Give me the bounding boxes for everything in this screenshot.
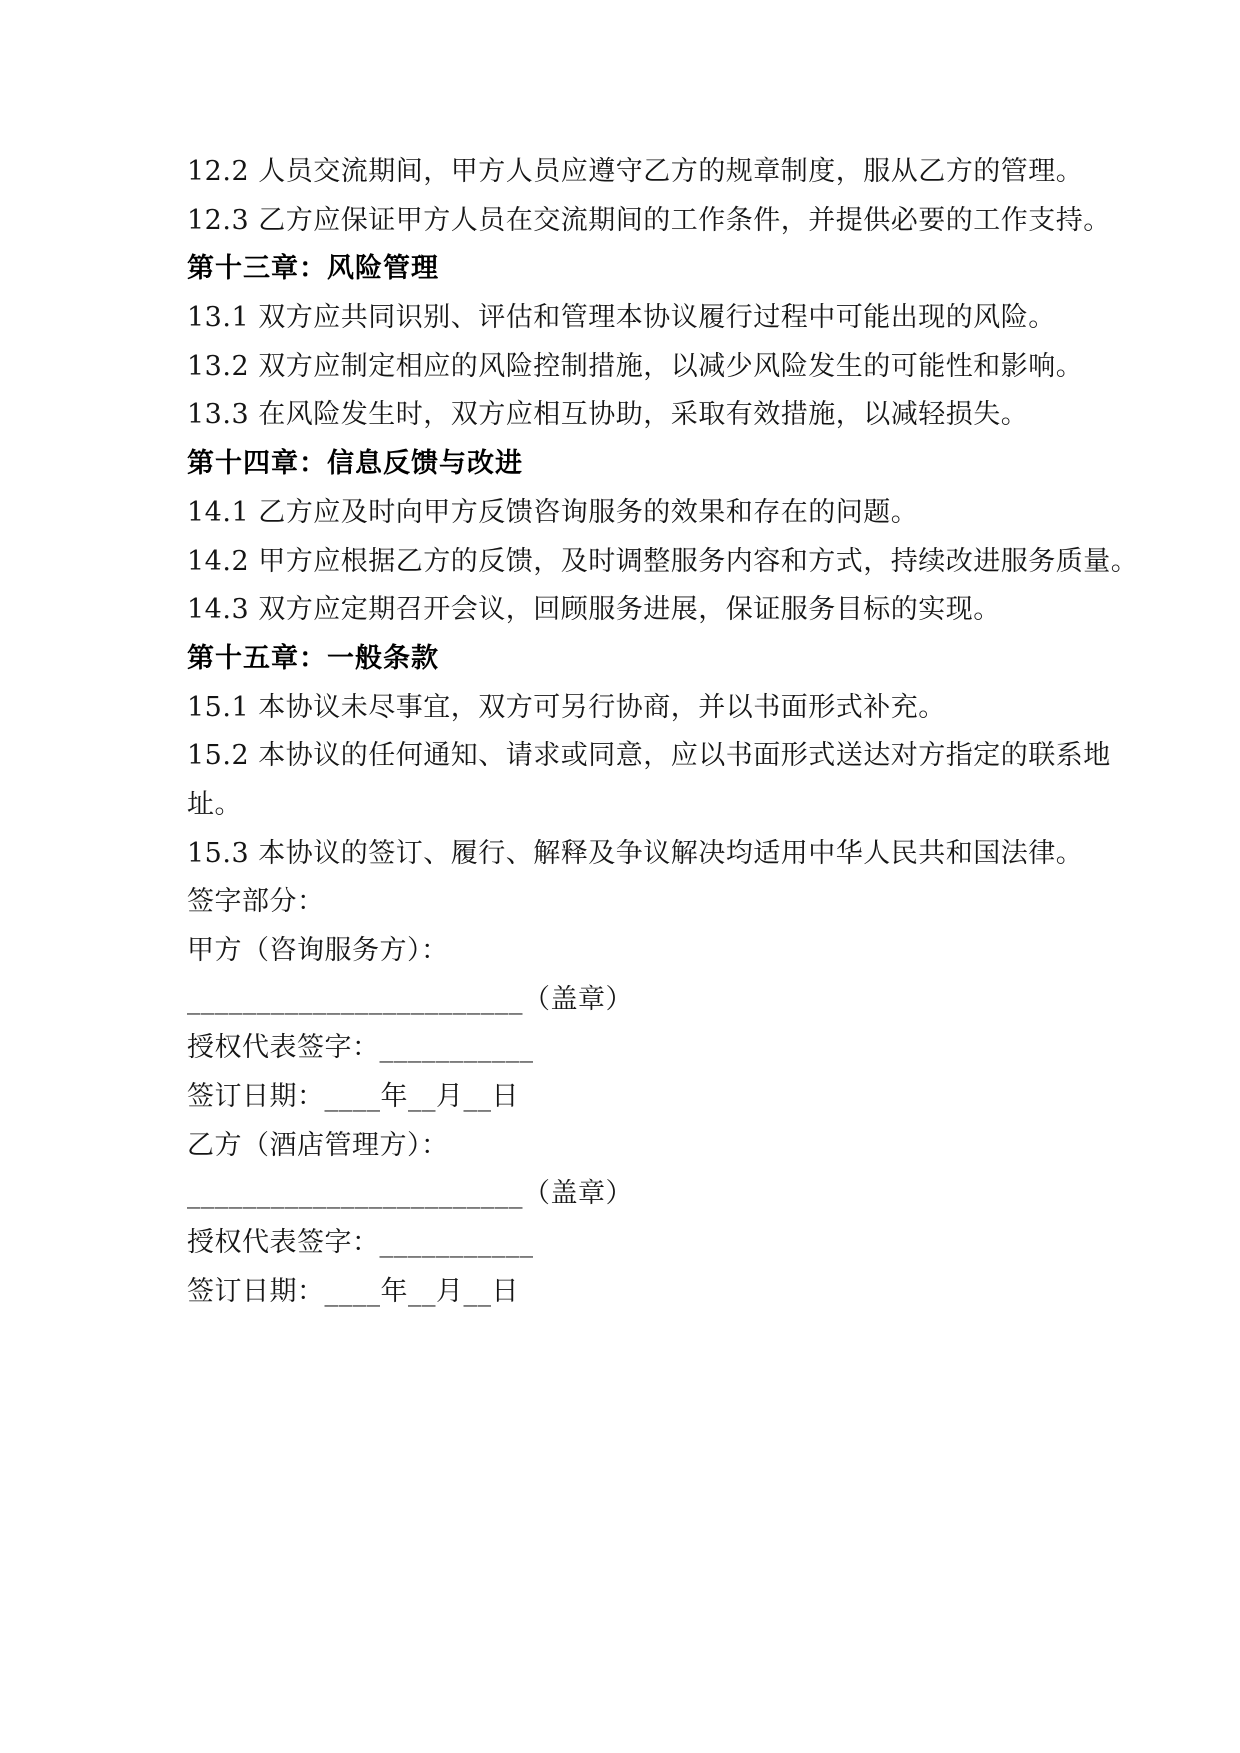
party-b-date-line: 签订日期：____年__月__日	[187, 1275, 519, 1307]
signature-section-label: 签字部分：	[187, 886, 325, 918]
clause-12-2: 12.2 人员交流期间，甲方人员应遵守乙方的规章制度，服从乙方的管理。	[187, 156, 1084, 187]
party-a-date-line: 签订日期：____年__月__日	[187, 1081, 519, 1113]
clause-14-3: 14.3 双方应定期召开会议，回顾服务进展，保证服务目标的实现。	[187, 594, 1001, 626]
contract-body	[187, 148, 1150, 1317]
clause-15-2-line2: 址。	[187, 788, 242, 820]
party-b-label: 乙方（酒店管理方）：	[187, 1129, 449, 1161]
party-b-stamp-blank-line: ________________________（盖章）	[187, 1178, 633, 1210]
clause-13-2: 13.2 双方应制定相应的风险控制措施，以减少风险发生的可能性和影响。	[187, 350, 1084, 382]
chapter-13-heading: 第十三章：风险管理	[187, 253, 439, 285]
clause-15-3: 15.3 本协议的签订、履行、解释及争议解决均适用中华人民共和国法律。	[187, 837, 1084, 869]
party-a-label: 甲方（咨询服务方）：	[187, 935, 449, 966]
clause-15-1: 15.1 本协议未尽事宜，双方可另行协商，并以书面形式补充。	[187, 691, 946, 723]
clause-14-1: 14.1 乙方应及时向甲方反馈咨询服务的效果和存在的问题。	[187, 496, 919, 528]
chapter-14-heading: 第十四章：信息反馈与改进	[187, 448, 523, 480]
party-a-rep-signature-line: 授权代表签字：___________	[187, 1032, 534, 1064]
chapter-15-heading: 第十五章：一般条款	[187, 642, 439, 674]
clause-12-3: 12.3 乙方应保证甲方人员在交流期间的工作条件，并提供必要的工作支持。	[187, 204, 1111, 236]
clause-13-1: 13.1 双方应共同识别、评估和管理本协议履行过程中可能出现的风险。	[187, 302, 1056, 334]
clause-15-2-line1: 15.2 本协议的任何通知、请求或同意，应以书面形式送达对方指定的联系地	[187, 740, 1111, 772]
clause-13-3: 13.3 在风险发生时，双方应相互协助，采取有效措施，以减轻损失。	[187, 399, 1029, 431]
party-b-rep-signature-line: 授权代表签字：___________	[187, 1227, 534, 1259]
clause-14-2: 14.2 甲方应根据乙方的反馈，及时调整服务内容和方式，持续改进服务质量。	[187, 545, 1139, 577]
party-a-stamp-blank-line: ________________________（盖章）	[187, 983, 633, 1015]
